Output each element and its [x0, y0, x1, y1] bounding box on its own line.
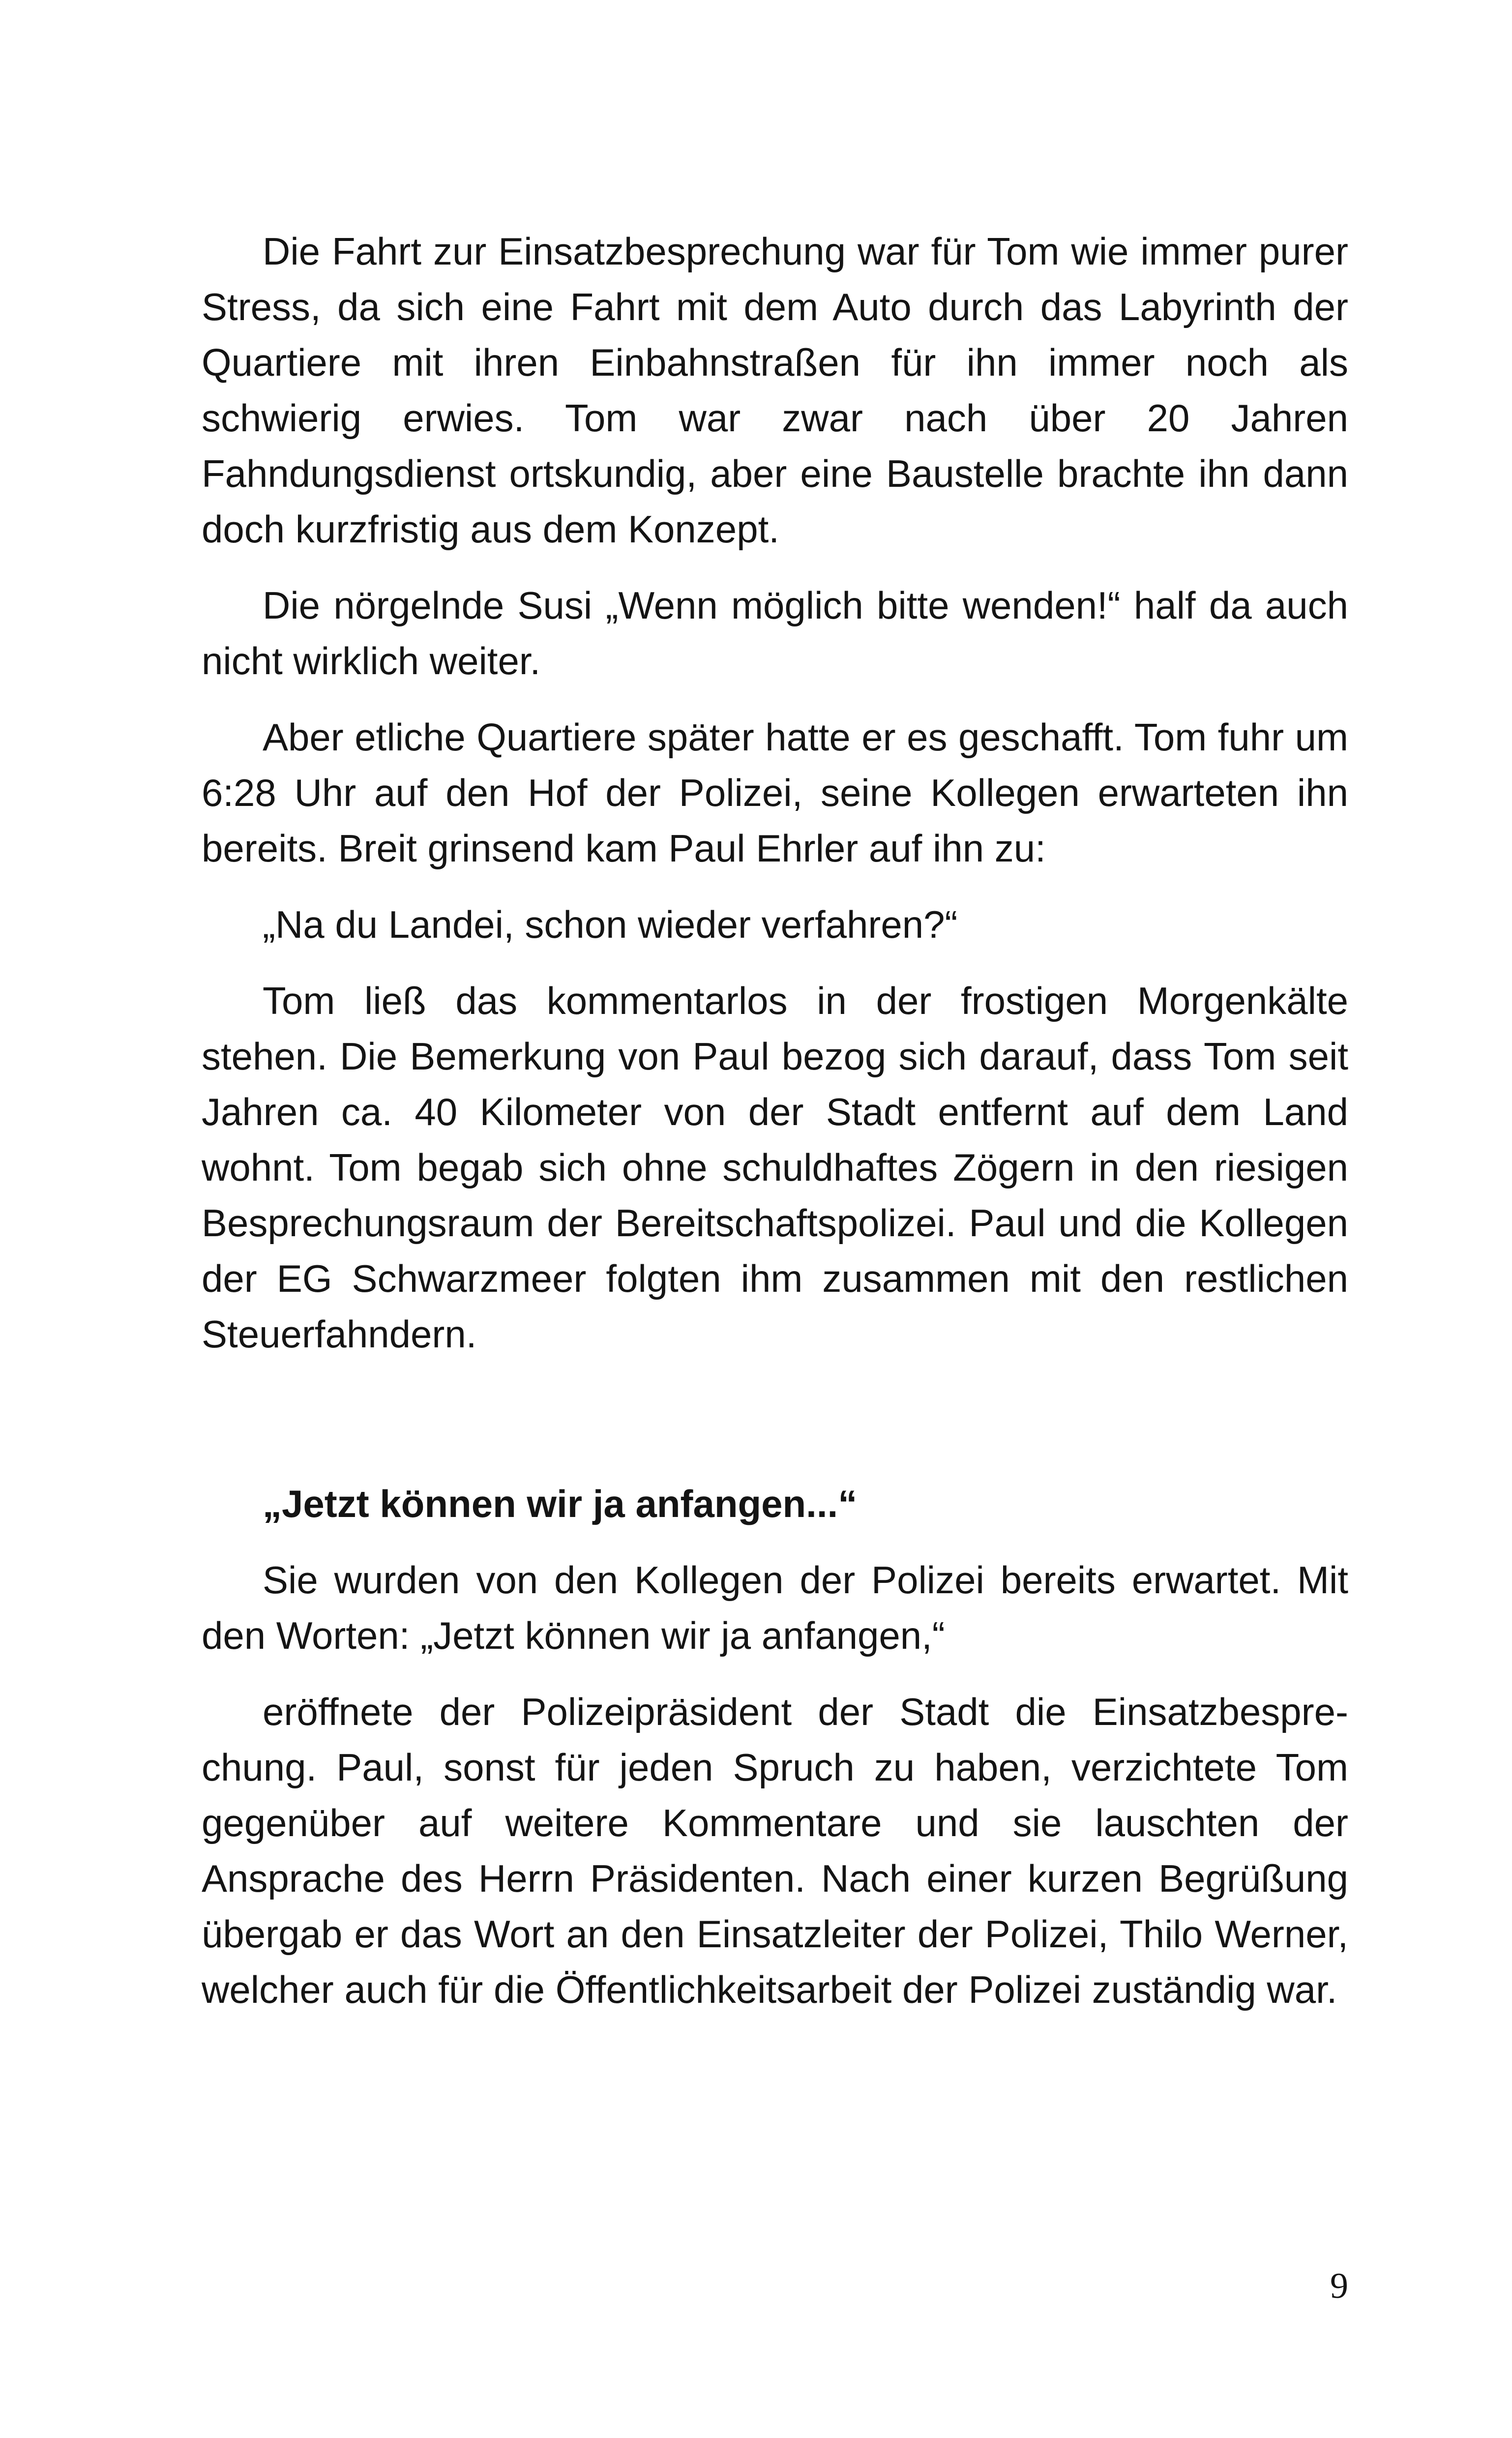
paragraph: Aber etliche Quartiere später hatte er es geschafft. Tom fuhr um 6:28 Uhr auf den Hof der Polizei, seine Kollegen erwarteten ihn bereits. Breit grinsend kam Paul Ehrler auf ihn zu: [202, 715, 1348, 870]
book-page-body [202, 224, 1348, 2038]
quote-paragraph: „Na du Landei, schon wieder verfahren?“ [263, 903, 958, 946]
paragraph: Die Fahrt zur Einsatzbesprechung war für Tom wie immer purer Stress, da sich eine Fahrt mit dem Auto durch das Labyrinth der Quartiere mit ihren Einbahnstraßen für ihn immer noch als schwierig erwies. Tom war zwar nach über 20 Jahren Fahndungsdienst ortskundig, aber eine Baustelle brachte ihn dann doch kurzfristig aus dem Konzept. [202, 230, 1348, 551]
paragraph: eröffnete der Polizeipräsident der Stadt die Einsatzbesprechung. Paul, sonst für jeden Spruch zu haben, verzichtete Tom gegenüber auf weitere Kommentare und sie lauschten der Ansprache des Herrn Präsidenten. Nach einer kurzen Begrüßung übergab er das Wort an den Einsatzleiter der Polizei, Thilo Werner, welcher auch für die Öffentlichkeitsarbeit der Polizei zuständig war. [202, 1690, 1348, 2011]
page-number: 9 [1330, 2266, 1348, 2306]
paragraph: Die nörgelnde Susi „Wenn möglich bitte wenden!“ half da auch nicht wirklich weiter. [202, 584, 1348, 683]
paragraph: Sie wurden von den Kollegen der Polizei bereits erwartet. Mit den Worten: „Jetzt können wir ja anfangen,“ [202, 1558, 1348, 1657]
section-heading: „Jetzt können wir ja anfangen...“ [263, 1482, 858, 1525]
paragraph: Tom ließ das kommentarlos in der frostigen Morgenkälte stehen. Die Bemerkung von Paul bezog sich darauf, dass Tom seit Jahren ca. 40 Kilometer von der Stadt entfernt auf dem Land wohnt. Tom begab sich ohne schuldhaftes Zögern in den riesigen Besprechungsraum der Bereitschaftspolizei. Paul und die Kollegen der EG Schwarzmeer folgten ihm zusammen mit den restlichen Steuerfahndern. [202, 979, 1348, 1356]
section-spacer [202, 1383, 1348, 1476]
